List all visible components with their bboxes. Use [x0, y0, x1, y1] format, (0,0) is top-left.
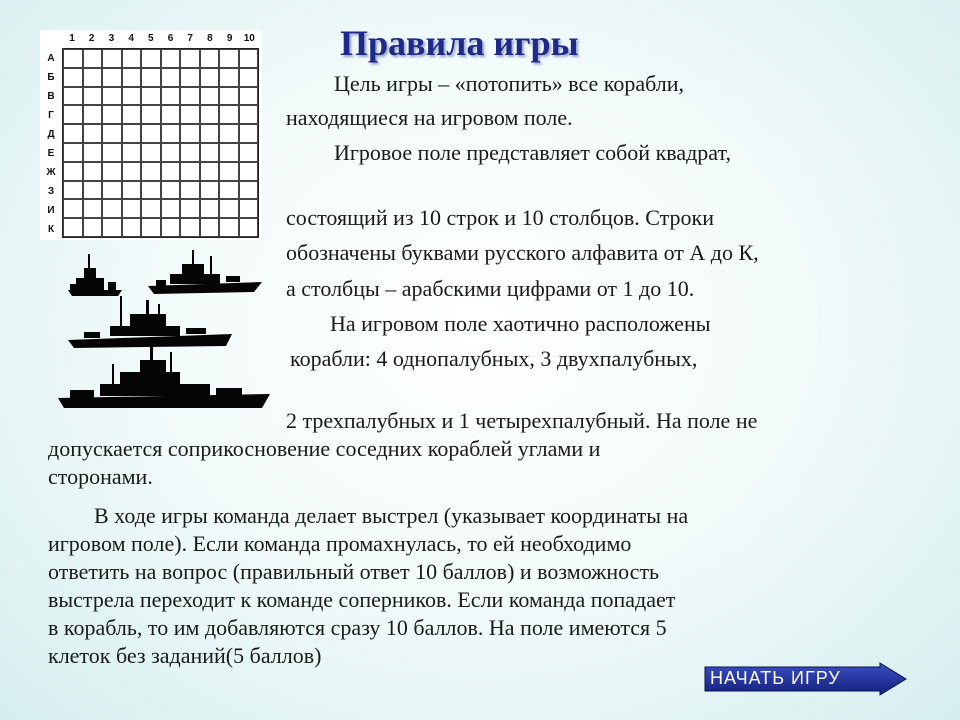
board-cell	[161, 181, 181, 200]
start-game-label: НАЧАТЬ ИГРУ	[710, 668, 841, 688]
board-cell	[161, 68, 181, 87]
board-cell	[141, 199, 161, 218]
board-cell	[83, 218, 103, 237]
board-cell	[180, 218, 200, 237]
board-cell	[102, 68, 122, 87]
board-cell	[239, 87, 259, 106]
board-cell	[200, 105, 220, 124]
page-title: Правила игры	[340, 23, 579, 63]
board-cell	[122, 49, 142, 68]
board-cell	[219, 87, 239, 106]
board-cell	[102, 143, 122, 162]
board-cell	[102, 218, 122, 237]
board-cell	[219, 143, 239, 162]
text-line: выстрела переходит к команде соперников. Если команда попадает	[48, 587, 676, 612]
row-label: В	[47, 91, 55, 102]
text-line: 2 трехпалубных и 1 четырехпалубный. На поле не	[286, 408, 758, 433]
board-cell	[63, 68, 83, 87]
board-cell	[63, 181, 83, 200]
board-cell	[102, 49, 122, 68]
board-cell	[239, 199, 259, 218]
board-cell	[239, 68, 259, 87]
column-label: 1	[69, 33, 75, 44]
board-cell	[102, 162, 122, 181]
board-cell	[63, 87, 83, 106]
column-label: 5	[148, 33, 154, 44]
column-label: 9	[226, 33, 233, 44]
board-cell	[161, 105, 181, 124]
column-label: 3	[108, 33, 115, 44]
row-label: К	[47, 224, 55, 235]
board-cell	[219, 68, 239, 87]
board-cell	[141, 105, 161, 124]
column-numbers	[62, 33, 262, 47]
board-cell	[161, 143, 181, 162]
board-cell	[180, 124, 200, 143]
board-cell	[200, 124, 220, 143]
board-cell	[141, 143, 161, 162]
column-label: 10	[243, 33, 255, 44]
board-cell	[200, 218, 220, 237]
board-cell	[63, 49, 83, 68]
board-cell	[63, 199, 83, 218]
text-line: сторонами.	[48, 464, 153, 489]
board-cell	[161, 49, 181, 68]
board-cell	[239, 49, 259, 68]
board-cell	[63, 124, 83, 143]
warship-silhouettes-icon	[50, 242, 280, 422]
board-cell	[141, 49, 161, 68]
board-cell	[180, 181, 200, 200]
board-cell	[83, 181, 103, 200]
board-cell	[141, 124, 161, 143]
row-label: Б	[47, 72, 55, 83]
text-line: клеток без заданий(5 баллов)	[48, 643, 322, 668]
board-cell	[219, 105, 239, 124]
board-cell	[63, 143, 83, 162]
board-cell	[219, 218, 239, 237]
board-cell	[161, 124, 181, 143]
board-cell	[200, 68, 220, 87]
row-label: Е	[47, 148, 55, 159]
row-letters	[42, 50, 60, 238]
text-line: а столбцы – арабскими цифрами от 1 до 10.	[286, 276, 695, 301]
board-cell	[63, 218, 83, 237]
board-cell	[141, 218, 161, 237]
text-line: Игровое поле представляет собой квадрат,	[334, 140, 731, 165]
board-cell	[200, 49, 220, 68]
row-label: И	[47, 205, 55, 216]
board-cell	[122, 124, 142, 143]
text-line: в корабль, то им добавляются сразу 10 баллов. На поле имеются 5	[48, 615, 667, 640]
board-cell	[83, 68, 103, 87]
text-line: допускается соприкосновение соседних кораблей углами и	[48, 436, 601, 461]
column-label: 7	[187, 33, 193, 44]
board-cell	[219, 199, 239, 218]
board-cell	[239, 218, 259, 237]
board-cell	[102, 87, 122, 106]
board-cell	[122, 143, 142, 162]
board-cell	[200, 87, 220, 106]
board-cell	[141, 87, 161, 106]
board-cell	[83, 49, 103, 68]
column-label: 2	[88, 33, 95, 44]
board-cell	[180, 49, 200, 68]
board-cell	[180, 105, 200, 124]
text-line: состоящий из 10 строк и 10 столбцов. Строки	[286, 205, 715, 230]
board-cell	[122, 181, 142, 200]
board-cell	[239, 124, 259, 143]
column-label: 6	[167, 33, 174, 44]
row-label: Д	[47, 129, 55, 140]
board-cell	[200, 162, 220, 181]
board-cell	[122, 199, 142, 218]
board-cell	[161, 87, 181, 106]
board-cell	[141, 68, 161, 87]
board-cell	[83, 162, 103, 181]
board-cell	[200, 199, 220, 218]
row-label: А	[47, 53, 55, 64]
text-line: корабли: 4 однопалубных, 3 двухпалубных,	[290, 346, 698, 371]
board-cell	[200, 143, 220, 162]
board-cell	[161, 218, 181, 237]
column-label: 8	[207, 33, 213, 44]
board-cell	[102, 181, 122, 200]
board-cell	[83, 199, 103, 218]
board-cell	[141, 162, 161, 181]
board-cell	[122, 218, 142, 237]
board-cell	[219, 49, 239, 68]
text-line: игровом поле). Если команда промахнулась, то ей необходимо	[48, 531, 632, 556]
text-line: обозначены буквами русского алфавита от А до К,	[286, 240, 759, 265]
row-label: Г	[48, 110, 54, 121]
board-cell	[161, 199, 181, 218]
board-cell	[161, 162, 181, 181]
row-label: З	[47, 186, 55, 197]
text-line: На игровом поле хаотично расположены	[330, 311, 711, 336]
board-cell	[239, 162, 259, 181]
board-cell	[180, 143, 200, 162]
board-cell	[63, 105, 83, 124]
board-cell	[200, 181, 220, 200]
board-cell	[102, 199, 122, 218]
start-game-button[interactable]	[704, 662, 908, 696]
text-line: Цель игры – «потопить» все корабли,	[334, 71, 685, 96]
board-cell	[122, 162, 142, 181]
board-cell	[180, 199, 200, 218]
board-cell	[180, 87, 200, 106]
board-cell	[102, 105, 122, 124]
board-cell	[219, 181, 239, 200]
board-cell	[180, 68, 200, 87]
board-cell	[239, 143, 259, 162]
board-cell	[83, 143, 103, 162]
board-cell	[180, 162, 200, 181]
column-label: 4	[128, 33, 134, 44]
board-cell	[83, 124, 103, 143]
row-label: Ж	[46, 167, 56, 178]
board-cell	[219, 124, 239, 143]
board-grid	[62, 48, 259, 238]
game-board	[40, 30, 262, 240]
board-cell	[122, 68, 142, 87]
text-line: находящиеся на игровом поле.	[286, 105, 573, 130]
board-cell	[122, 105, 142, 124]
board-cell	[239, 105, 259, 124]
board-cell	[239, 181, 259, 200]
board-cell	[102, 124, 122, 143]
board-cell	[141, 181, 161, 200]
text-line: В ходе игры команда делает выстрел (указывает координаты на	[94, 503, 689, 528]
board-cell	[219, 162, 239, 181]
text-line: ответить на вопрос (правильный ответ 10 баллов) и возможность	[48, 559, 660, 584]
board-cell	[63, 162, 83, 181]
board-cell	[122, 87, 142, 106]
board-cell	[83, 87, 103, 106]
board-cell	[83, 105, 103, 124]
